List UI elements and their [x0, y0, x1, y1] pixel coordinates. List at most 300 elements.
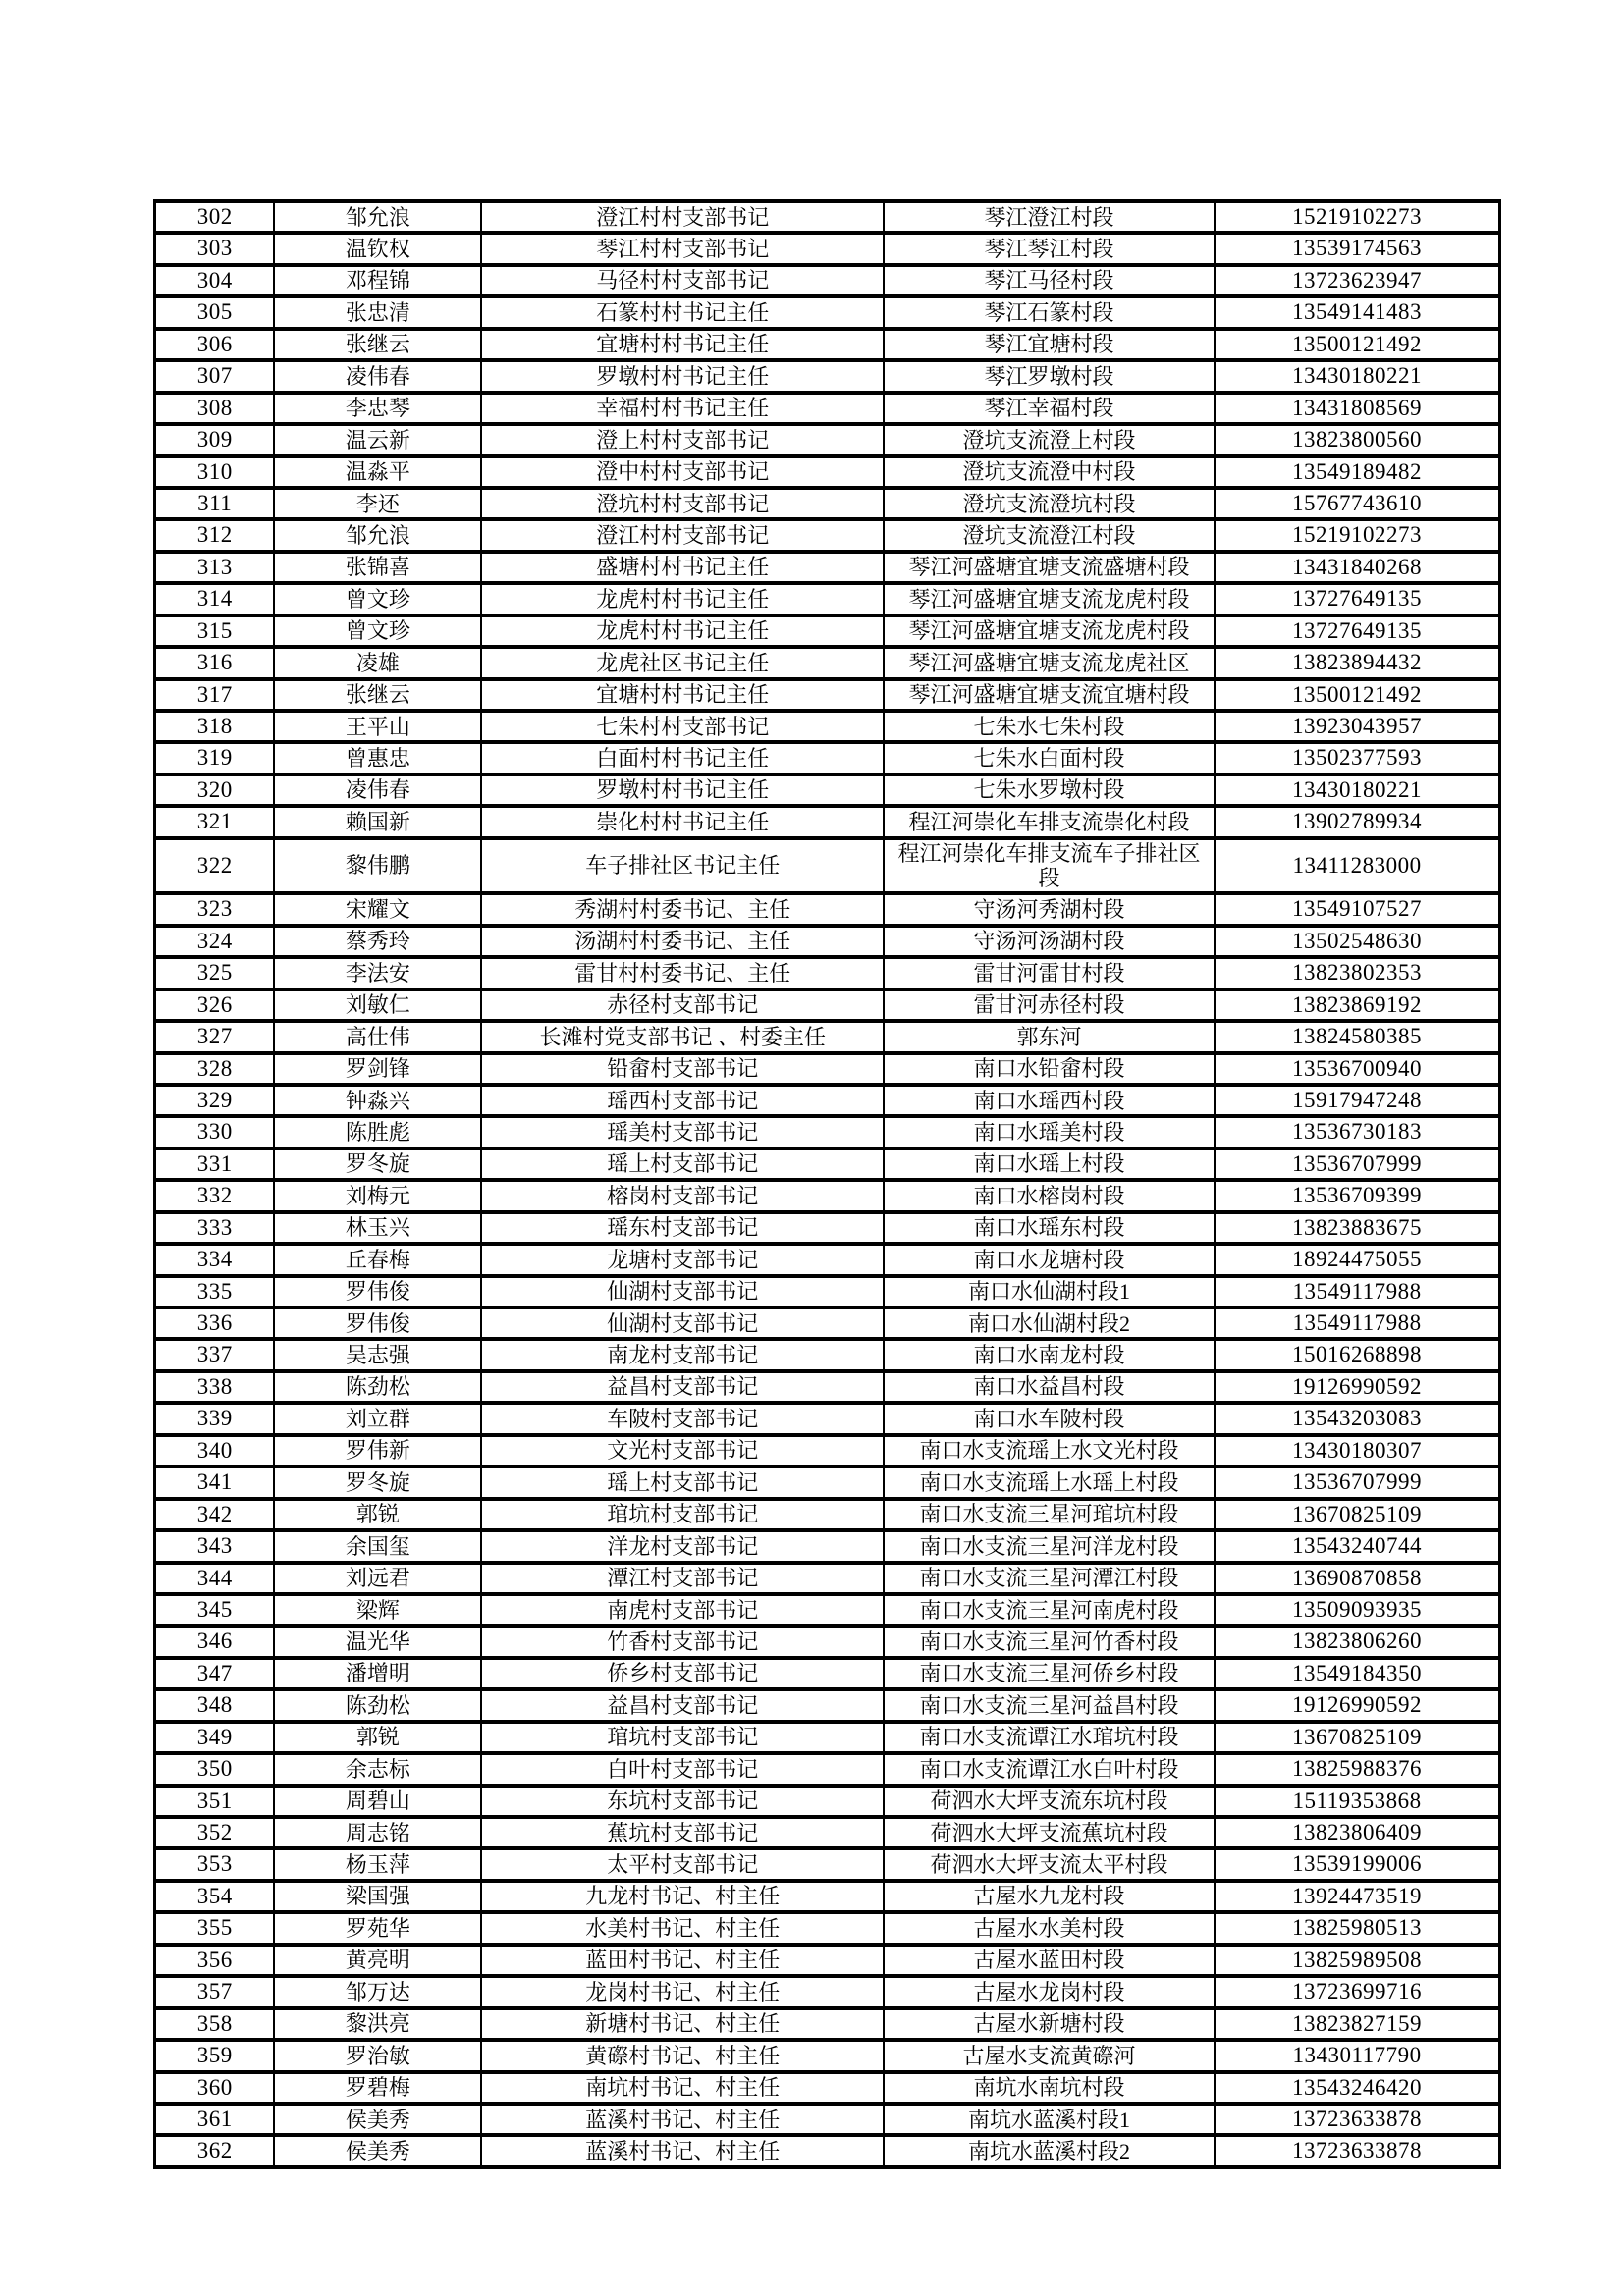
phone-cell: 15767743610 [1215, 488, 1499, 519]
river-segment-cell: 南口水支流三星河洋龙村段 [884, 1530, 1215, 1562]
river-segment-cell: 南口水瑶西村段 [884, 1085, 1215, 1116]
position-cell: 崇化村村书记主任 [481, 806, 884, 837]
river-segment-cell: 琴江河盛塘宜塘支流宜塘村段 [884, 679, 1215, 711]
phone-cell: 13549141483 [1215, 296, 1499, 328]
name-cell: 温淼平 [274, 456, 481, 488]
name-cell: 刘远君 [274, 1563, 481, 1594]
name-cell: 梁国强 [274, 1881, 481, 1912]
index-cell: 360 [155, 2072, 275, 2104]
table-row [155, 1308, 1500, 1339]
position-cell: 瑶上村支部书记 [481, 1467, 884, 1498]
position-cell: 蕉坑村支部书记 [481, 1817, 884, 1848]
name-cell: 蔡秀玲 [274, 926, 481, 957]
index-cell: 316 [155, 647, 275, 678]
position-cell: 盛塘村村书记主任 [481, 552, 884, 583]
table-row [155, 806, 1500, 837]
phone-cell: 13823806260 [1215, 1626, 1499, 1657]
river-segment-cell: 雷甘河雷甘村段 [884, 957, 1215, 988]
index-cell: 338 [155, 1371, 275, 1403]
position-cell: 瑶美村支部书记 [481, 1116, 884, 1148]
index-cell: 337 [155, 1339, 275, 1370]
name-cell: 曾惠忠 [274, 742, 481, 774]
index-cell: 340 [155, 1435, 275, 1467]
name-cell: 陈劲松 [274, 1689, 481, 1721]
position-cell: 澄上村村支部书记 [481, 424, 884, 455]
position-cell: 罗墩村村书记主任 [481, 774, 884, 806]
table-row [155, 1053, 1500, 1085]
river-segment-cell: 南口水支流三星河侨乡村段 [884, 1658, 1215, 1689]
name-cell: 宋耀文 [274, 893, 481, 925]
phone-cell: 13823806409 [1215, 1817, 1499, 1848]
position-cell: 黄磜村书记、村主任 [481, 2040, 884, 2071]
river-segment-cell: 南口水榕岗村段 [884, 1180, 1215, 1211]
table-row [155, 1722, 1500, 1753]
name-cell: 丘春梅 [274, 1244, 481, 1275]
phone-cell: 13539174563 [1215, 233, 1499, 264]
index-cell: 341 [155, 1467, 275, 1498]
table-row [155, 711, 1500, 742]
position-cell: 榕岗村支部书记 [481, 1180, 884, 1211]
table-row [155, 1499, 1500, 1530]
phone-cell: 13723623947 [1215, 265, 1499, 296]
phone-cell: 13670825109 [1215, 1499, 1499, 1530]
index-cell: 321 [155, 806, 275, 837]
table-row [155, 2135, 1500, 2166]
table-row [155, 1945, 1500, 1976]
table-row [155, 1594, 1500, 1626]
name-cell: 邹万达 [274, 1976, 481, 2007]
name-cell: 罗冬旋 [274, 1148, 481, 1180]
position-cell: 竹香村支部书记 [481, 1626, 884, 1657]
phone-cell: 13430180221 [1215, 774, 1499, 806]
table-row [155, 1276, 1500, 1308]
position-cell: 东坑村支部书记 [481, 1786, 884, 1817]
river-segment-cell: 南口水仙湖村段2 [884, 1308, 1215, 1339]
river-segment-cell: 琴江石篆村段 [884, 296, 1215, 328]
name-cell: 温云新 [274, 424, 481, 455]
table-row [155, 2104, 1500, 2135]
table-row [155, 2072, 1500, 2104]
phone-cell: 18924475055 [1215, 1244, 1499, 1275]
river-segment-cell: 琴江河盛塘宜塘支流龙虎村段 [884, 583, 1215, 614]
river-segment-cell: 琴江澄江村段 [884, 201, 1215, 233]
position-cell: 长滩村党支部书记 、村委主任 [481, 1021, 884, 1052]
name-cell: 陈劲松 [274, 1371, 481, 1403]
name-cell: 余志标 [274, 1753, 481, 1785]
name-cell: 邹允浪 [274, 201, 481, 233]
index-cell: 342 [155, 1499, 275, 1530]
position-cell: 秀湖村村委书记、主任 [481, 893, 884, 925]
phone-cell: 13902789934 [1215, 806, 1499, 837]
position-cell: 琯坑村支部书记 [481, 1722, 884, 1753]
name-cell: 罗伟俊 [274, 1308, 481, 1339]
river-segment-cell: 南口水益昌村段 [884, 1371, 1215, 1403]
name-cell: 凌雄 [274, 647, 481, 678]
river-segment-cell: 程江河崇化车排支流崇化村段 [884, 806, 1215, 837]
position-cell: 澄中村村支部书记 [481, 456, 884, 488]
phone-cell: 15219102273 [1215, 201, 1499, 233]
position-cell: 琴江村村支部书记 [481, 233, 884, 264]
index-cell: 307 [155, 360, 275, 392]
position-cell: 龙虎社区书记主任 [481, 647, 884, 678]
name-cell: 潘增明 [274, 1658, 481, 1689]
table-row [155, 1116, 1500, 1148]
position-cell: 南坑村书记、村主任 [481, 2072, 884, 2104]
name-cell: 郭锐 [274, 1722, 481, 1753]
name-cell: 黎伟鹏 [274, 838, 481, 894]
position-cell: 潭江村支部书记 [481, 1563, 884, 1594]
phone-cell: 13823894432 [1215, 647, 1499, 678]
index-cell: 324 [155, 926, 275, 957]
river-segment-cell: 琴江琴江村段 [884, 233, 1215, 264]
river-segment-cell: 澄坑支流澄坑村段 [884, 488, 1215, 519]
river-segment-cell: 荷泗水大坪支流东坑村段 [884, 1786, 1215, 1817]
index-cell: 305 [155, 296, 275, 328]
phone-cell: 13727649135 [1215, 583, 1499, 614]
position-cell: 南龙村支部书记 [481, 1339, 884, 1370]
index-cell: 356 [155, 1945, 275, 1976]
phone-cell: 13723699716 [1215, 1976, 1499, 2007]
river-segment-cell: 古屋水蓝田村段 [884, 1945, 1215, 1976]
name-cell: 黄亮明 [274, 1945, 481, 1976]
position-cell: 南虎村支部书记 [481, 1594, 884, 1626]
table-row [155, 519, 1500, 551]
table-row [155, 1786, 1500, 1817]
river-segment-cell: 琴江河盛塘宜塘支流龙虎村段 [884, 615, 1215, 647]
index-cell: 314 [155, 583, 275, 614]
river-segment-cell: 南口水支流瑶上水瑶上村段 [884, 1467, 1215, 1498]
phone-cell: 13430117790 [1215, 2040, 1499, 2071]
index-cell: 327 [155, 1021, 275, 1052]
phone-cell: 15917947248 [1215, 1085, 1499, 1116]
index-cell: 330 [155, 1116, 275, 1148]
river-segment-cell: 琴江马径村段 [884, 265, 1215, 296]
table-row [155, 1212, 1500, 1244]
river-segment-cell: 澄坑支流澄上村段 [884, 424, 1215, 455]
index-cell: 315 [155, 615, 275, 647]
river-segment-cell: 南口水仙湖村段1 [884, 1276, 1215, 1308]
phone-cell: 13549184350 [1215, 1658, 1499, 1689]
phone-cell: 13549107527 [1215, 893, 1499, 925]
index-cell: 306 [155, 329, 275, 360]
position-cell: 洋龙村支部书记 [481, 1530, 884, 1562]
table-row [155, 615, 1500, 647]
river-segment-cell: 南口水支流瑶上水文光村段 [884, 1435, 1215, 1467]
table-row [155, 742, 1500, 774]
river-segment-cell: 南坑水南坑村段 [884, 2072, 1215, 2104]
index-cell: 328 [155, 1053, 275, 1085]
phone-cell: 13431808569 [1215, 393, 1499, 424]
table-row [155, 296, 1500, 328]
table-row [155, 774, 1500, 806]
index-cell: 318 [155, 711, 275, 742]
name-cell: 邓程锦 [274, 265, 481, 296]
name-cell: 侯美秀 [274, 2135, 481, 2166]
phone-cell: 13502548630 [1215, 926, 1499, 957]
name-cell: 郭锐 [274, 1499, 481, 1530]
position-cell: 石篆村村书记主任 [481, 296, 884, 328]
name-cell: 罗剑锋 [274, 1053, 481, 1085]
index-cell: 344 [155, 1563, 275, 1594]
table-row [155, 1881, 1500, 1912]
name-cell: 周碧山 [274, 1786, 481, 1817]
phone-cell: 13543203083 [1215, 1403, 1499, 1434]
river-segment-cell: 郭东河 [884, 1021, 1215, 1052]
phone-cell: 13924473519 [1215, 1881, 1499, 1912]
phone-cell: 15219102273 [1215, 519, 1499, 551]
table-row [155, 1563, 1500, 1594]
phone-cell: 13549189482 [1215, 456, 1499, 488]
index-cell: 311 [155, 488, 275, 519]
index-cell: 310 [155, 456, 275, 488]
phone-cell: 13727649135 [1215, 615, 1499, 647]
river-segment-cell: 南口水瑶美村段 [884, 1116, 1215, 1148]
river-segment-cell: 琴江河盛塘宜塘支流龙虎社区 [884, 647, 1215, 678]
name-cell: 余国玺 [274, 1530, 481, 1562]
index-cell: 357 [155, 1976, 275, 2007]
index-cell: 349 [155, 1722, 275, 1753]
name-cell: 刘立群 [274, 1403, 481, 1434]
river-segment-cell: 荷泗水大坪支流太平村段 [884, 1848, 1215, 1880]
river-segment-cell: 古屋水九龙村段 [884, 1881, 1215, 1912]
name-cell: 李忠琴 [274, 393, 481, 424]
index-cell: 354 [155, 1881, 275, 1912]
position-cell: 仙湖村支部书记 [481, 1276, 884, 1308]
name-cell: 曾文珍 [274, 615, 481, 647]
position-cell: 水美村书记、村主任 [481, 1912, 884, 1944]
index-cell: 335 [155, 1276, 275, 1308]
position-cell: 澄坑村村支部书记 [481, 488, 884, 519]
index-cell: 329 [155, 1085, 275, 1116]
name-cell: 王平山 [274, 711, 481, 742]
index-cell: 304 [155, 265, 275, 296]
officials-table-body [155, 201, 1500, 2167]
river-segment-cell: 琴江幸福村段 [884, 393, 1215, 424]
table-row [155, 393, 1500, 424]
position-cell: 罗墩村村书记主任 [481, 360, 884, 392]
position-cell: 澄江村村支部书记 [481, 519, 884, 551]
table-row [155, 1403, 1500, 1434]
table-row [155, 1976, 1500, 2007]
name-cell: 凌伟春 [274, 774, 481, 806]
position-cell: 九龙村书记、村主任 [481, 1881, 884, 1912]
table-row [155, 424, 1500, 455]
index-cell: 361 [155, 2104, 275, 2135]
index-cell: 313 [155, 552, 275, 583]
phone-cell: 13923043957 [1215, 711, 1499, 742]
name-cell: 温光华 [274, 1626, 481, 1657]
river-segment-cell: 南口水南龙村段 [884, 1339, 1215, 1370]
phone-cell: 19126990592 [1215, 1689, 1499, 1721]
name-cell: 邹允浪 [274, 519, 481, 551]
phone-cell: 13549117988 [1215, 1276, 1499, 1308]
river-segment-cell: 澄坑支流澄江村段 [884, 519, 1215, 551]
phone-cell: 13536707999 [1215, 1148, 1499, 1180]
name-cell: 罗治敏 [274, 2040, 481, 2071]
index-cell: 359 [155, 2040, 275, 2071]
index-cell: 348 [155, 1689, 275, 1721]
position-cell: 赤径村支部书记 [481, 989, 884, 1021]
river-segment-cell: 南口水车陂村段 [884, 1403, 1215, 1434]
river-segment-cell: 古屋水支流黄磜河 [884, 2040, 1215, 2071]
phone-cell: 13536730183 [1215, 1116, 1499, 1148]
river-segment-cell: 南口水支流三星河琯坑村段 [884, 1499, 1215, 1530]
river-segment-cell: 南口水瑶东村段 [884, 1212, 1215, 1244]
table-row [155, 488, 1500, 519]
name-cell: 张继云 [274, 329, 481, 360]
phone-cell: 13690870858 [1215, 1563, 1499, 1594]
index-cell: 317 [155, 679, 275, 711]
phone-cell: 13823883675 [1215, 1212, 1499, 1244]
position-cell: 白叶村支部书记 [481, 1753, 884, 1785]
river-segment-cell: 南口水支流三星河南虎村段 [884, 1594, 1215, 1626]
phone-cell: 19126990592 [1215, 1371, 1499, 1403]
position-cell: 七朱村村支部书记 [481, 711, 884, 742]
officials-table [153, 199, 1501, 2169]
phone-cell: 13536707999 [1215, 1467, 1499, 1498]
table-row [155, 329, 1500, 360]
phone-cell: 13825989508 [1215, 1945, 1499, 1976]
index-cell: 352 [155, 1817, 275, 1848]
phone-cell: 13823802353 [1215, 957, 1499, 988]
position-cell: 车子排社区书记主任 [481, 838, 884, 894]
index-cell: 320 [155, 774, 275, 806]
index-cell: 345 [155, 1594, 275, 1626]
table-row [155, 552, 1500, 583]
position-cell: 宜塘村村书记主任 [481, 329, 884, 360]
name-cell: 温钦权 [274, 233, 481, 264]
table-row [155, 1435, 1500, 1467]
phone-cell: 13825980513 [1215, 1912, 1499, 1944]
position-cell: 白面村村书记主任 [481, 742, 884, 774]
table-row [155, 647, 1500, 678]
table-row [155, 265, 1500, 296]
river-segment-cell: 南坑水蓝溪村段1 [884, 2104, 1215, 2135]
index-cell: 339 [155, 1403, 275, 1434]
phone-cell: 13500121492 [1215, 329, 1499, 360]
table-row [155, 989, 1500, 1021]
table-row [155, 1467, 1500, 1498]
phone-cell: 13823827159 [1215, 2008, 1499, 2040]
phone-cell: 13502377593 [1215, 742, 1499, 774]
position-cell: 宜塘村村书记主任 [481, 679, 884, 711]
name-cell: 侯美秀 [274, 2104, 481, 2135]
index-cell: 336 [155, 1308, 275, 1339]
index-cell: 323 [155, 893, 275, 925]
position-cell: 新塘村书记、村主任 [481, 2008, 884, 2040]
index-cell: 358 [155, 2008, 275, 2040]
table-row [155, 1180, 1500, 1211]
index-cell: 331 [155, 1148, 275, 1180]
index-cell: 351 [155, 1786, 275, 1817]
table-row [155, 1689, 1500, 1721]
river-segment-cell: 南口水龙塘村段 [884, 1244, 1215, 1275]
phone-cell: 13500121492 [1215, 679, 1499, 711]
index-cell: 350 [155, 1753, 275, 1785]
table-row [155, 1530, 1500, 1562]
table-row [155, 926, 1500, 957]
position-cell: 仙湖村支部书记 [481, 1308, 884, 1339]
index-cell: 347 [155, 1658, 275, 1689]
river-segment-cell: 七朱水白面村段 [884, 742, 1215, 774]
name-cell: 钟淼兴 [274, 1085, 481, 1116]
river-segment-cell: 琴江宜塘村段 [884, 329, 1215, 360]
name-cell: 赖国新 [274, 806, 481, 837]
position-cell: 太平村支部书记 [481, 1848, 884, 1880]
name-cell: 杨玉萍 [274, 1848, 481, 1880]
index-cell: 302 [155, 201, 275, 233]
position-cell: 瑶上村支部书记 [481, 1148, 884, 1180]
river-segment-cell: 守汤河汤湖村段 [884, 926, 1215, 957]
index-cell: 333 [155, 1212, 275, 1244]
table-row [155, 2040, 1500, 2071]
table-row [155, 1339, 1500, 1370]
phone-cell: 13543246420 [1215, 2072, 1499, 2104]
name-cell: 罗伟俊 [274, 1276, 481, 1308]
river-segment-cell: 守汤河秀湖村段 [884, 893, 1215, 925]
table-row [155, 893, 1500, 925]
position-cell: 雷甘村村委书记、主任 [481, 957, 884, 988]
name-cell: 刘敏仁 [274, 989, 481, 1021]
index-cell: 325 [155, 957, 275, 988]
name-cell: 吴志强 [274, 1339, 481, 1370]
table-row [155, 456, 1500, 488]
table-row [155, 679, 1500, 711]
phone-cell: 13509093935 [1215, 1594, 1499, 1626]
phone-cell: 13723633878 [1215, 2104, 1499, 2135]
river-segment-cell: 南坑水蓝溪村段2 [884, 2135, 1215, 2166]
table-row [155, 2008, 1500, 2040]
phone-cell: 13539199006 [1215, 1848, 1499, 1880]
index-cell: 362 [155, 2135, 275, 2166]
position-cell: 汤湖村村委书记、主任 [481, 926, 884, 957]
phone-cell: 13823800560 [1215, 424, 1499, 455]
position-cell: 益昌村支部书记 [481, 1371, 884, 1403]
table-row [155, 957, 1500, 988]
name-cell: 李还 [274, 488, 481, 519]
position-cell: 龙塘村支部书记 [481, 1244, 884, 1275]
phone-cell: 13723633878 [1215, 2135, 1499, 2166]
name-cell: 陈胜彪 [274, 1116, 481, 1148]
position-cell: 龙岗村书记、村主任 [481, 1976, 884, 2007]
table-row [155, 1912, 1500, 1944]
phone-cell: 13411283000 [1215, 838, 1499, 894]
index-cell: 332 [155, 1180, 275, 1211]
river-segment-cell: 南口水支流谭江水琯坑村段 [884, 1722, 1215, 1753]
phone-cell: 13431840268 [1215, 552, 1499, 583]
phone-cell: 13430180221 [1215, 360, 1499, 392]
index-cell: 322 [155, 838, 275, 894]
name-cell: 周志铭 [274, 1817, 481, 1848]
river-segment-cell: 琴江河盛塘宜塘支流盛塘村段 [884, 552, 1215, 583]
phone-cell: 13430180307 [1215, 1435, 1499, 1467]
position-cell: 蓝溪村书记、村主任 [481, 2104, 884, 2135]
name-cell: 刘梅元 [274, 1180, 481, 1211]
index-cell: 353 [155, 1848, 275, 1880]
index-cell: 319 [155, 742, 275, 774]
river-segment-cell: 南口水支流三星河潭江村段 [884, 1563, 1215, 1594]
index-cell: 334 [155, 1244, 275, 1275]
phone-cell: 13670825109 [1215, 1722, 1499, 1753]
position-cell: 瑶西村支部书记 [481, 1085, 884, 1116]
river-segment-cell: 古屋水新塘村段 [884, 2008, 1215, 2040]
position-cell: 琯坑村支部书记 [481, 1499, 884, 1530]
name-cell: 张忠清 [274, 296, 481, 328]
name-cell: 罗苑华 [274, 1912, 481, 1944]
river-segment-cell: 南口水瑶上村段 [884, 1148, 1215, 1180]
river-segment-cell: 南口水支流三星河益昌村段 [884, 1689, 1215, 1721]
position-cell: 蓝溪村书记、村主任 [481, 2135, 884, 2166]
